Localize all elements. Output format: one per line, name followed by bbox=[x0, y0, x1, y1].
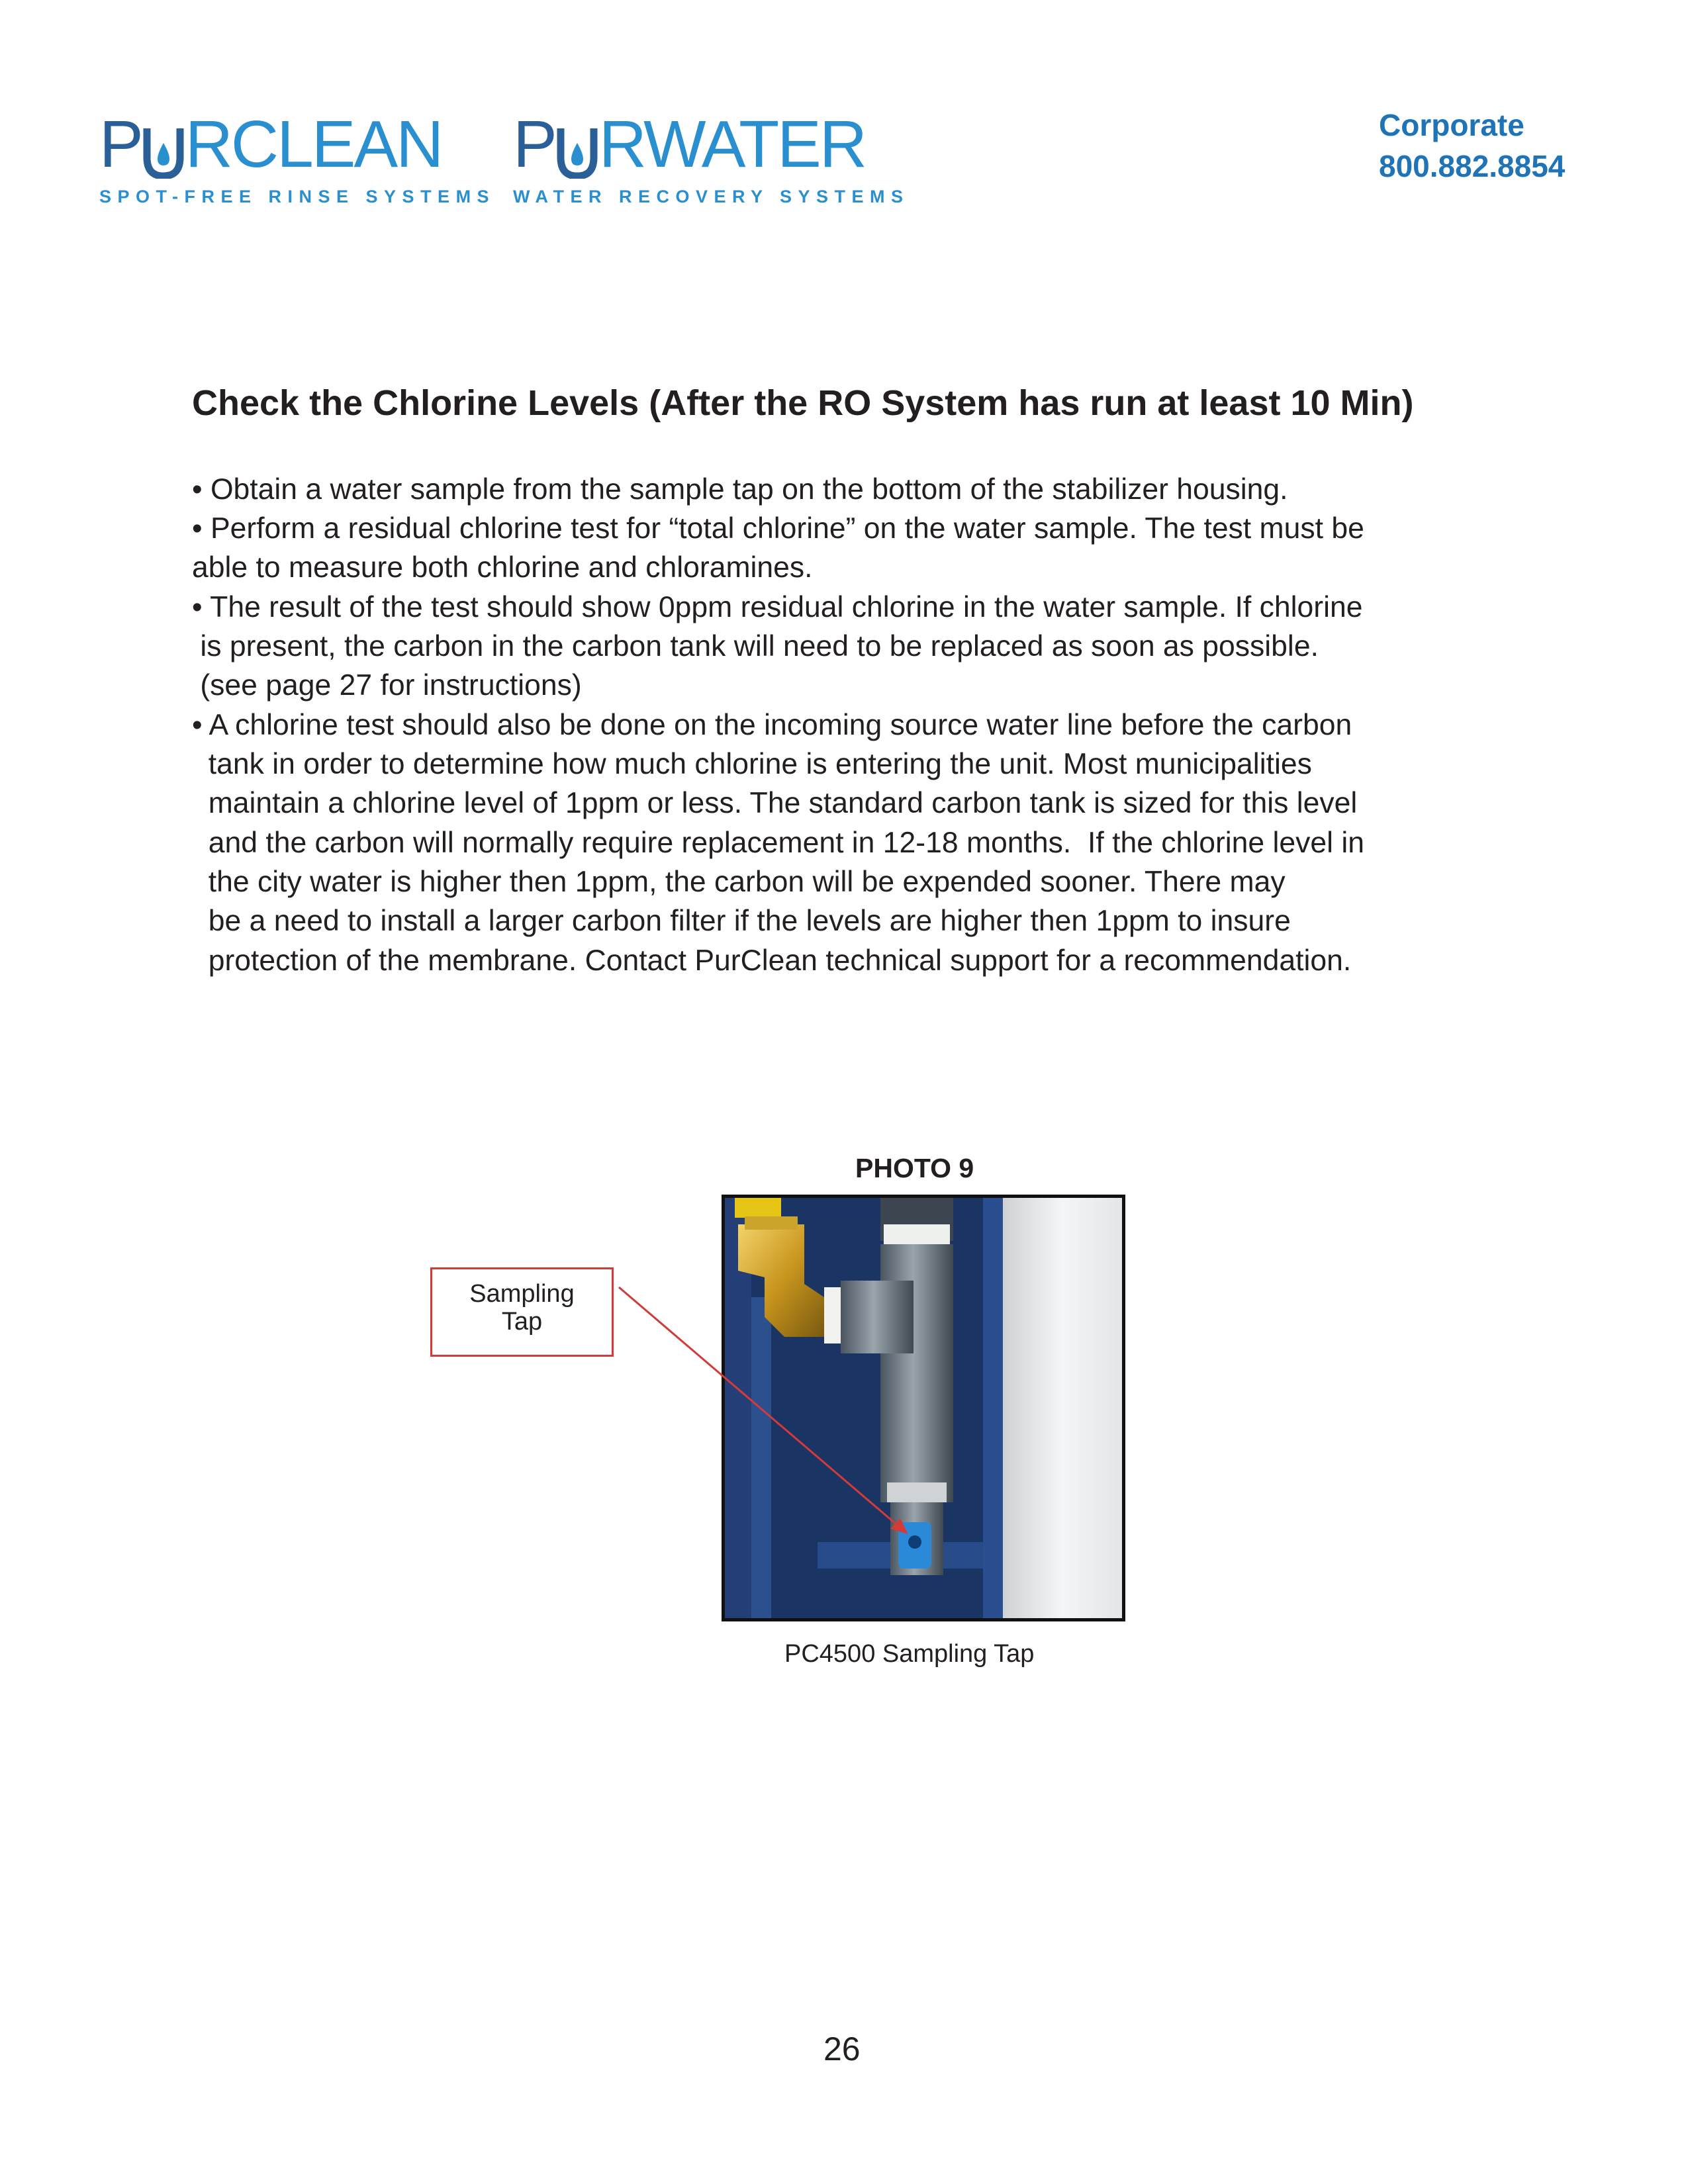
purclean-wordmark bbox=[99, 107, 495, 181]
body-line: (see page 27 for instructions) bbox=[192, 669, 582, 702]
purclean-logo bbox=[99, 107, 496, 207]
water-drop-u-icon bbox=[143, 123, 184, 175]
logo-prefix: P bbox=[513, 107, 555, 181]
body-line: • The result of the test should show 0ppm residual chlorine in the water sample. If chlorine bbox=[192, 591, 1363, 623]
photo-caption: PC4500 Sampling Tap bbox=[784, 1640, 1035, 1668]
contact-phone: 800.882.8854 bbox=[1379, 149, 1566, 183]
callout-line2: Tap bbox=[501, 1308, 543, 1336]
body-line: • Obtain a water sample from the sample tap on the bottom of the stabilizer housing. bbox=[192, 473, 1288, 506]
body-line: be a need to install a larger carbon filter if the levels are higher then 1ppm to insure bbox=[192, 905, 1291, 937]
sampling-tap-callout bbox=[430, 1267, 614, 1357]
logo-suffix: RCLEAN bbox=[185, 107, 442, 181]
callout-line1: Sampling bbox=[469, 1280, 575, 1308]
purwater-logo bbox=[513, 107, 910, 207]
body-line: tank in order to determine how much chlorine is entering the unit. Most municipalities bbox=[192, 748, 1312, 780]
purclean-tagline: SPOT-FREE RINSE SYSTEMS bbox=[99, 187, 496, 206]
body-line: protection of the membrane. Contact PurClean technical support for a recommendation. bbox=[192, 944, 1352, 977]
water-drop-u-icon bbox=[557, 123, 598, 175]
logo-prefix: P bbox=[99, 107, 142, 181]
body-line: maintain a chlorine level of 1ppm or less. The standard carbon tank is sized for this level bbox=[192, 787, 1358, 819]
photo-title: PHOTO 9 bbox=[855, 1153, 974, 1183]
page-number: 26 bbox=[823, 2030, 861, 2068]
section-heading: Check the Chlorine Levels (After the RO System has run at least 10 Min) bbox=[192, 383, 1414, 423]
contact-label: Corporate bbox=[1379, 108, 1524, 142]
body-line: able to measure both chlorine and chloramines. bbox=[192, 551, 813, 584]
body-line: • A chlorine test should also be done on the incoming source water line before the carbon bbox=[192, 709, 1352, 741]
purwater-tagline: WATER RECOVERY SYSTEMS bbox=[513, 187, 910, 206]
sampling-tap-photo bbox=[722, 1195, 1125, 1621]
body-line: the city water is higher then 1ppm, the carbon will be expended sooner. There may bbox=[192, 866, 1286, 898]
body-line: • Perform a residual chlorine test for “total chlorine” on the water sample. The test must be bbox=[192, 512, 1364, 545]
body-line: is present, the carbon in the carbon tank will need to be replaced as soon as possible. bbox=[192, 630, 1319, 662]
corporate-contact bbox=[1379, 105, 1565, 187]
logo-suffix: RWATER bbox=[598, 107, 866, 181]
purwater-wordmark bbox=[513, 107, 910, 181]
body-line: and the carbon will normally require replacement in 12-18 months. If the chlorine level in bbox=[192, 827, 1365, 859]
